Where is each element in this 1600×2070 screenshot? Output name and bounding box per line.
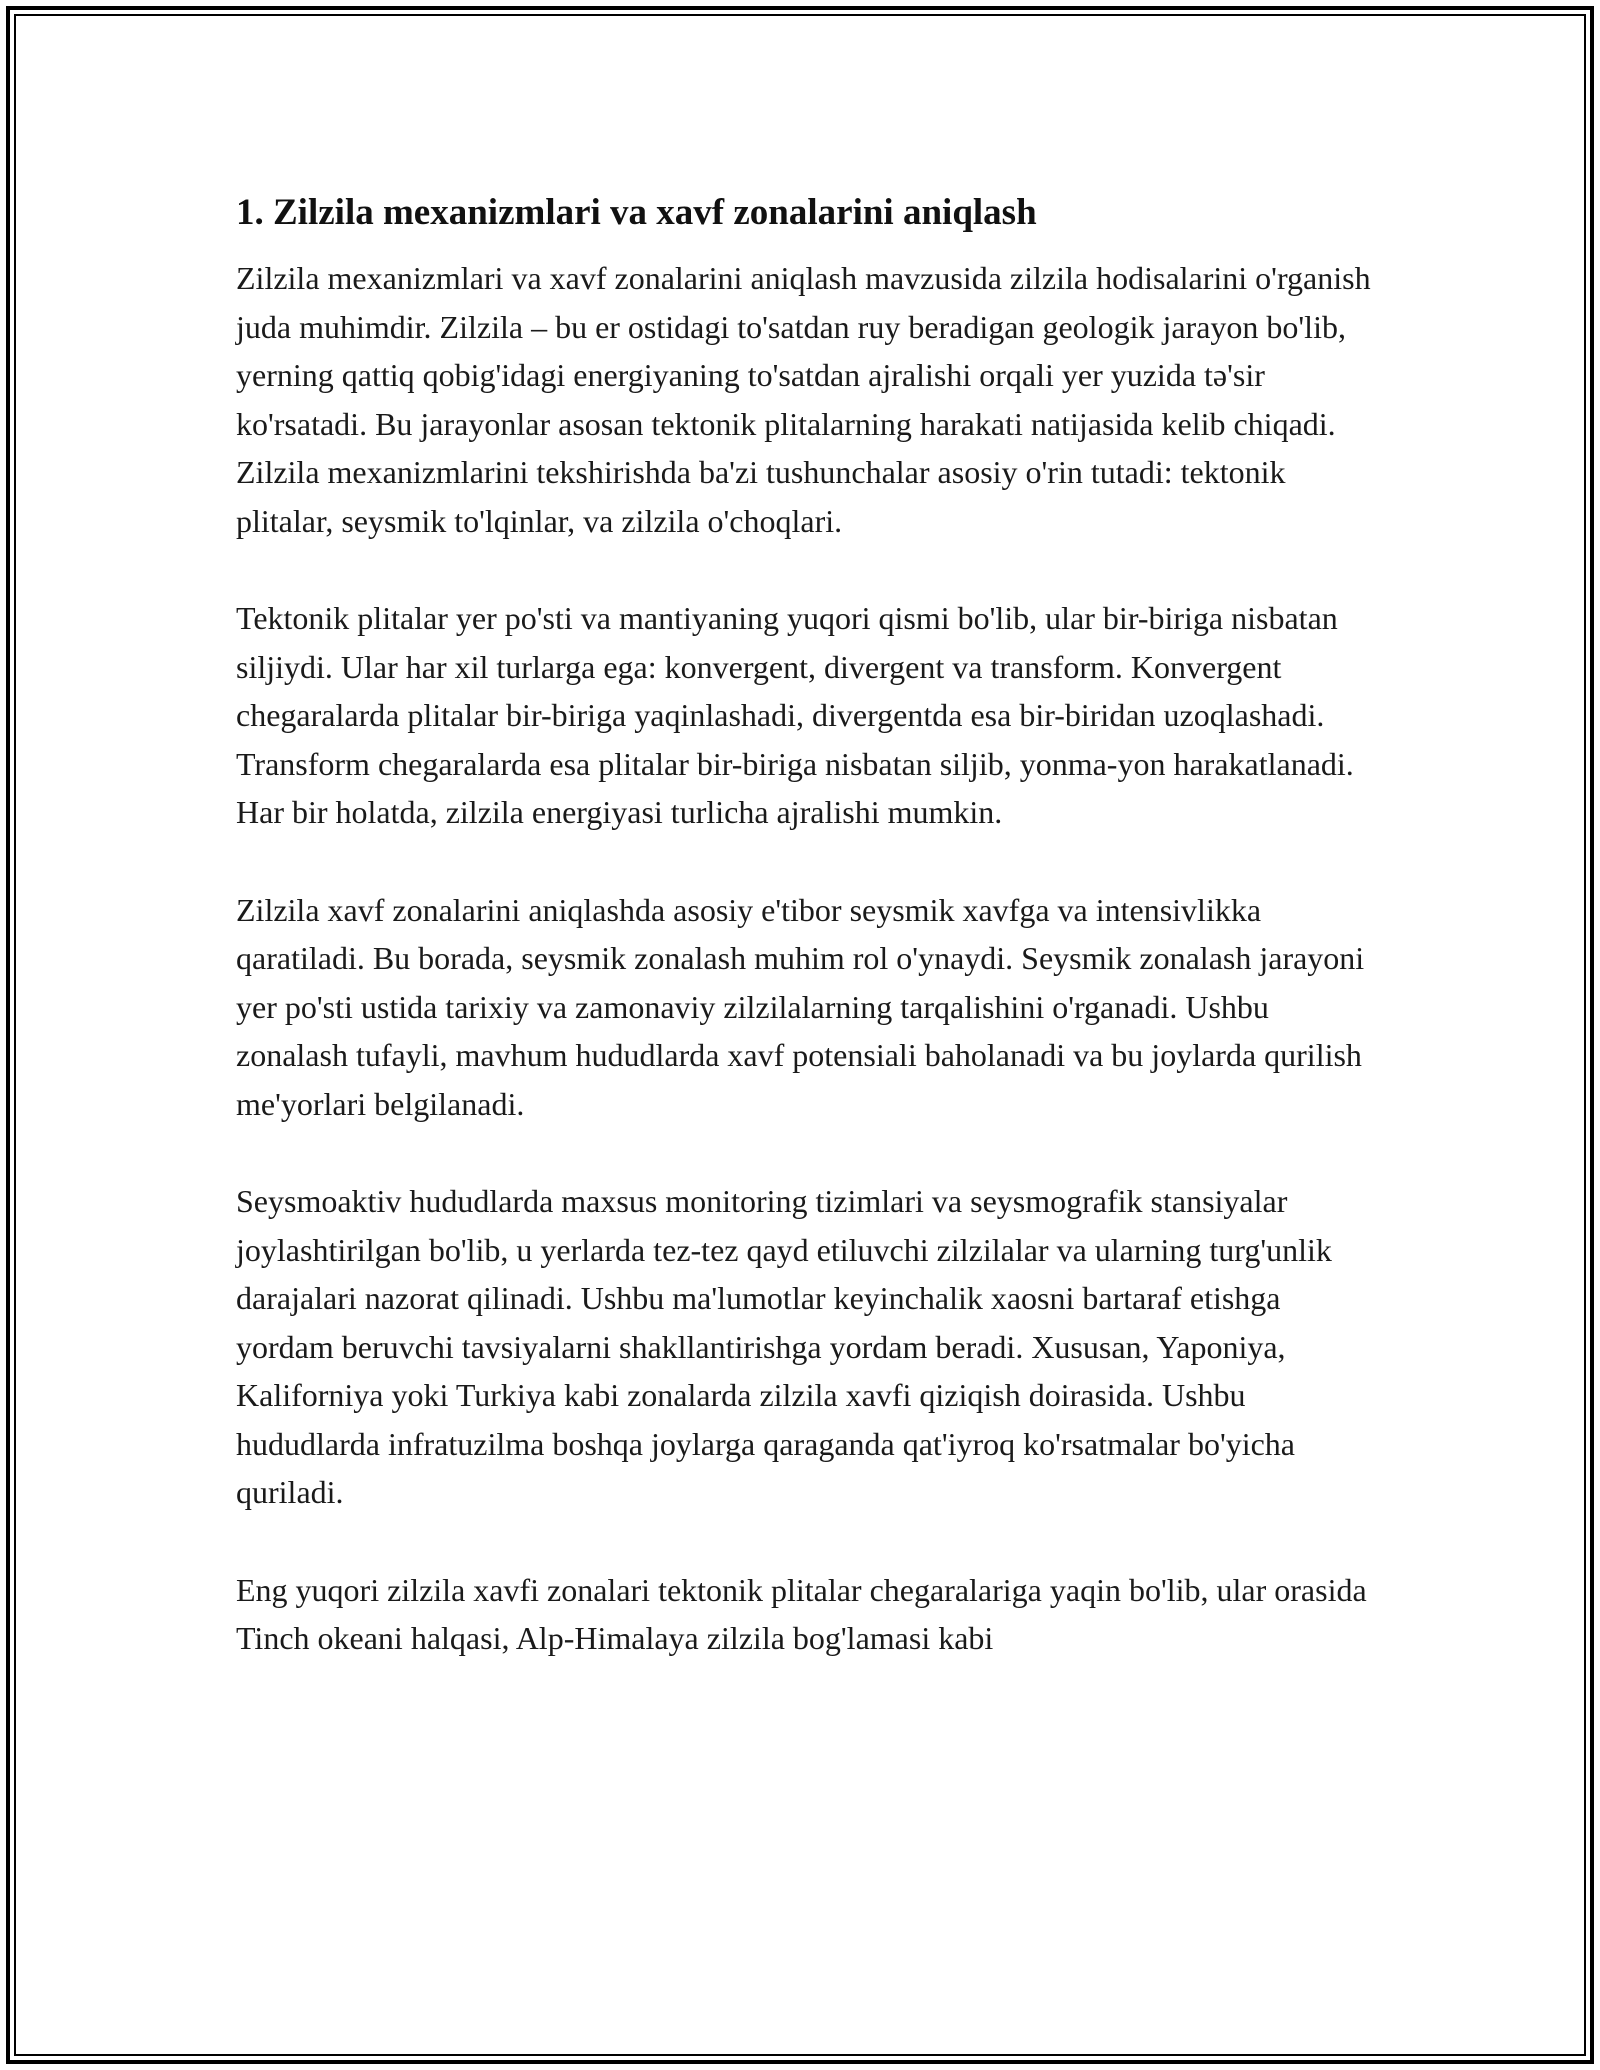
paragraph-4: Seysmoaktiv hududlarda maxsus monitoring tizimlari va seysmografik stansiyalar joylashtirilgan bo'lib, u yerlarda tez-tez qayd etiluvchi zilzilalar va ularning turg'unlik darajalari nazorat qilinadi. Ushbu ma'lumotlar keyinchalik xaosni bartaraf etishga yordam beruvchi tavsiyalarni shakllantirishga yordam beradi. Xususan, Yaponiya, Kaliforniya yoki Turkiya kabi zonalarda zilzila xavfi qiziqish doirasida. Ushbu hududlarda infratuzilma boshqa joylarga qaraganda qat'iyroq ko'rsatmalar bo'yicha quriladi.	[236, 1183, 1332, 1510]
paragraph-3: Zilzila xavf zonalarini aniqlashda asosiy e'tibor seysmik xavfga va intensivlikka qaratiladi. Bu borada, seysmik zonalash muhim rol o'ynaydi. Seysmik zonalash jarayoni yer po'sti ustida tarixiy va zamonaviy zilzilalarning tarqalishini o'rganadi. Ushbu zonalash tufayli, mavhum hududlarda xavf potensiali baholanadi va bu joylarda qurilish me'yorlari belgilanadi.	[236, 891, 1365, 1122]
paragraph-2: Tektonik plitalar yer po'sti va mantiyaning yuqori qismi bo'lib, ular bir-biriga nisbatan siljiydi. Ular har xil turlarga ega: konvergent, divergent va transform. Konvergent chegaralarda plitalar bir-biriga yaqinlashadi, divergentda esa bir-biridan uzoqlashadi. Transform chegaralarda esa plitalar bir-biriga nisbatan siljib, yonma-yon harakatlanadi. Har bir holatda, zilzila energiyasi turlicha ajralishi mumkin.	[236, 600, 1354, 830]
section-heading: 1. Zilzila mexanizmlari va xavf zonalarini aniqlash	[236, 192, 1037, 233]
paragraph-1: Zilzila mexanizmlari va xavf zonalarini aniqlash mavzusida zilzila hodisalarini o'rganish juda muhimdir. Zilzila – bu er ostidagi to'satdan ruy beradigan geologik jarayon bo'lib, yerning qattiq qobig'idagi energiyaning to'satdan ajralishi orqali yer yuzida tə'sir ko'rsatadi. Bu jarayonlar asosan tektonik plitalarning harakati natijasida kelib chiqadi. Zilzila mexanizmlarini tekshirishda ba'zi tushunchalar asosiy o'rin tutadi: tektonik plitalar, seysmik to'lqinlar, va zilzila o'choqlari.	[236, 260, 1371, 539]
paragraph-5: Eng yuqori zilzila xavfi zonalari tektonik plitalar chegaralariga yaqin bo'lib, ular orasida Tinch okeani halqasi, Alp-Himalaya zilzila bog'lamasi kabi	[236, 1571, 1367, 1656]
document-body	[236, 188, 1376, 1712]
